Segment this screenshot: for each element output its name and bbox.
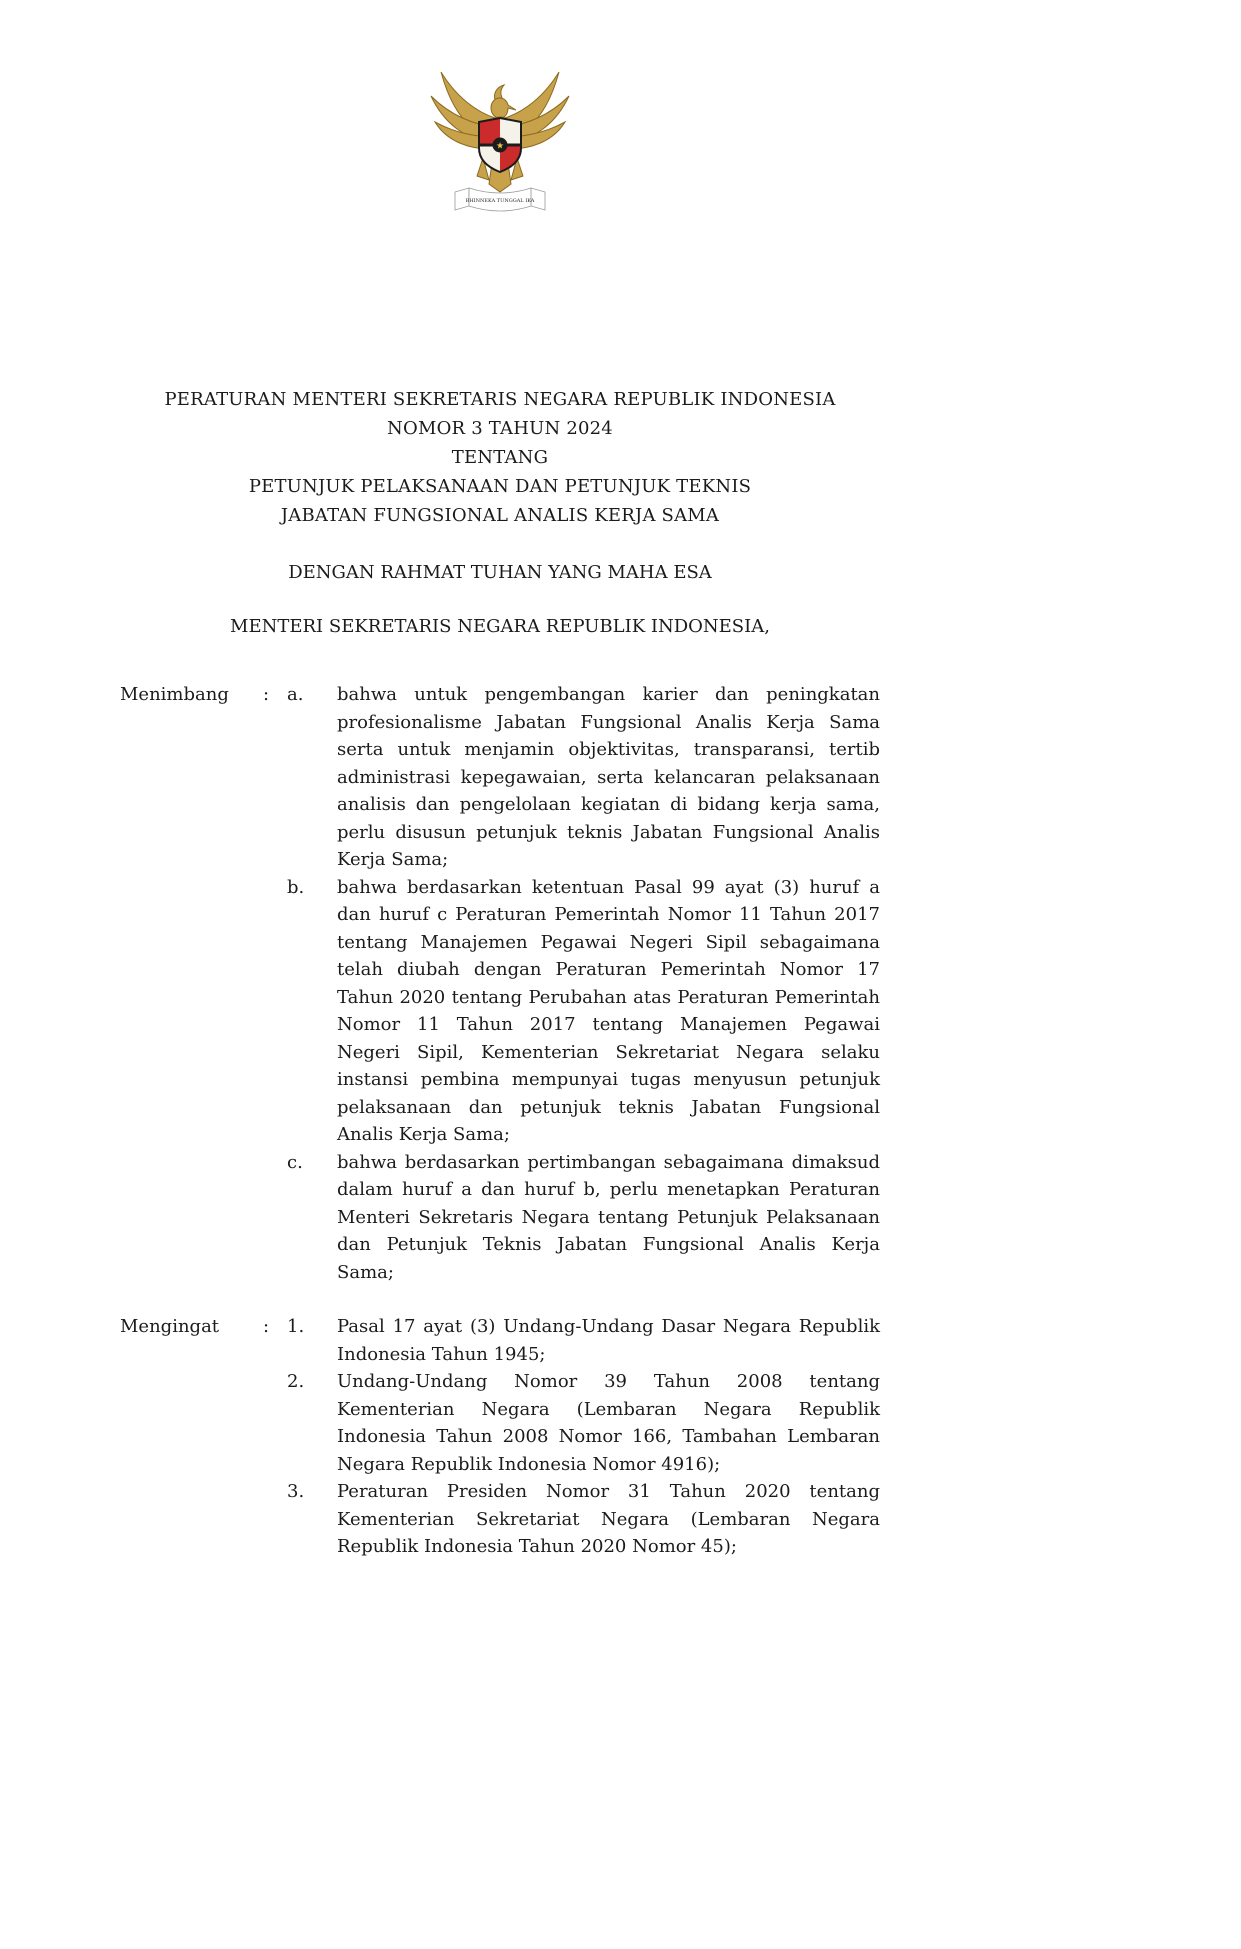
section-colon: : <box>263 1316 270 1337</box>
clause-marker: c. <box>287 1151 303 1173</box>
title-line-1: PERATURAN MENTERI SEKRETARIS NEGARA REPUBLIK INDONESIA <box>164 389 836 410</box>
clause-text: bahwa berdasarkan ketentuan Pasal 99 ayat (3) huruf a dan huruf c Peraturan Pemerintah Nomor 11 Tahun 2017 tentang Manajemen Pegawai Negeri Sipil sebagaimana telah diubah dengan Peraturan Pemerintah Nomor 17 Tahun 2020 tentang Perubahan atas Peraturan Pemerintah Nomor 11 Tahun 2017 tentang Manajemen Pegawai Negeri Sipil, Kementerian Sekretariat Negara selaku instansi pembina mempunyai tugas menyusun petunjuk pelaksanaan dan petunjuk teknis Jabatan Fungsional Analis Kerja Sama; <box>337 876 880 1145</box>
garuda-emblem-svg <box>425 58 575 216</box>
clause-marker: 3. <box>287 1481 305 1502</box>
section-label: Mengingat <box>120 1316 220 1337</box>
clause-item-1 <box>287 1313 880 1368</box>
pancasila-shield-icon <box>479 118 521 172</box>
title-line-5: JABATAN FUNGSIONAL ANALIS KERJA SAMA <box>280 505 720 526</box>
clause-marker: 2. <box>287 1371 305 1392</box>
section-items <box>287 681 880 1286</box>
clause-item-2 <box>287 1368 880 1478</box>
section-menimbang <box>120 681 880 1286</box>
invocation-line: DENGAN RAHMAT TUHAN YANG MAHA ESA <box>288 562 712 583</box>
title-line-2: NOMOR 3 TAHUN 2024 <box>387 418 613 439</box>
clause-text: Peraturan Presiden Nomor 31 Tahun 2020 tentang Kementerian Sekretariat Negara (Lembaran Negara Republik Indonesia Tahun 2020 Nomor 45); <box>337 1481 880 1557</box>
section-mengingat <box>120 1313 880 1561</box>
clause-item-3 <box>287 1478 880 1561</box>
clause-marker: 1. <box>287 1316 305 1337</box>
garuda-pancasila-emblem-icon <box>425 58 575 220</box>
title-line-4: PETUNJUK PELAKSANAAN DAN PETUNJUK TEKNIS <box>248 476 752 497</box>
clause-text: Pasal 17 ayat (3) Undang-Undang Dasar Negara Republik Indonesia Tahun 1945; <box>337 1316 880 1365</box>
clause-text: bahwa berdasarkan pertimbangan sebagaimana dimaksud dalam huruf a dan huruf b, perlu menetapkan Peraturan Menteri Sekretaris Negara tentang Petunjuk Pelaksanaan dan Petunjuk Teknis Jabatan Fungsional Analis Kerja Sama; <box>337 1151 880 1283</box>
emblem-motto-text: BHINNEKA TUNGGAL IKA <box>465 198 535 204</box>
section-label: Menimbang <box>120 684 229 705</box>
title-line-3: TENTANG <box>451 447 549 468</box>
clause-marker: b. <box>287 876 305 898</box>
clause-text: bahwa untuk pengembangan karier dan peningkatan profesionalisme Jabatan Fungsional Analis Kerja Sama serta untuk menjamin objektivitas, transparansi, tertib administrasi kepegawaian, serta kelancaran pelaksanaan analisis dan pengelolaan kegiatan di bidang kerja sama, perlu disusun petunjuk teknis Jabatan Fungsional Analis Kerja Sama; <box>337 684 880 870</box>
shield-star-icon: ★ <box>495 141 505 152</box>
document-content <box>120 58 880 1561</box>
clause-sections <box>120 681 880 1561</box>
clause-text: Undang-Undang Nomor 39 Tahun 2008 tentang Kementerian Negara (Lembaran Negara Republik Indonesia Tahun 2008 Nomor 166, Tambahan Lembaran Negara Republik Indonesia Nomor 4916); <box>337 1371 880 1475</box>
clause-item-b <box>287 874 880 1149</box>
section-colon: : <box>263 684 270 705</box>
clause-marker: a. <box>287 684 304 705</box>
clause-item-c <box>287 1149 880 1287</box>
clause-item-a <box>287 681 880 874</box>
title-block <box>120 385 880 530</box>
section-items <box>287 1313 880 1561</box>
authority-line: MENTERI SEKRETARIS NEGARA REPUBLIK INDONESIA, <box>230 616 770 637</box>
